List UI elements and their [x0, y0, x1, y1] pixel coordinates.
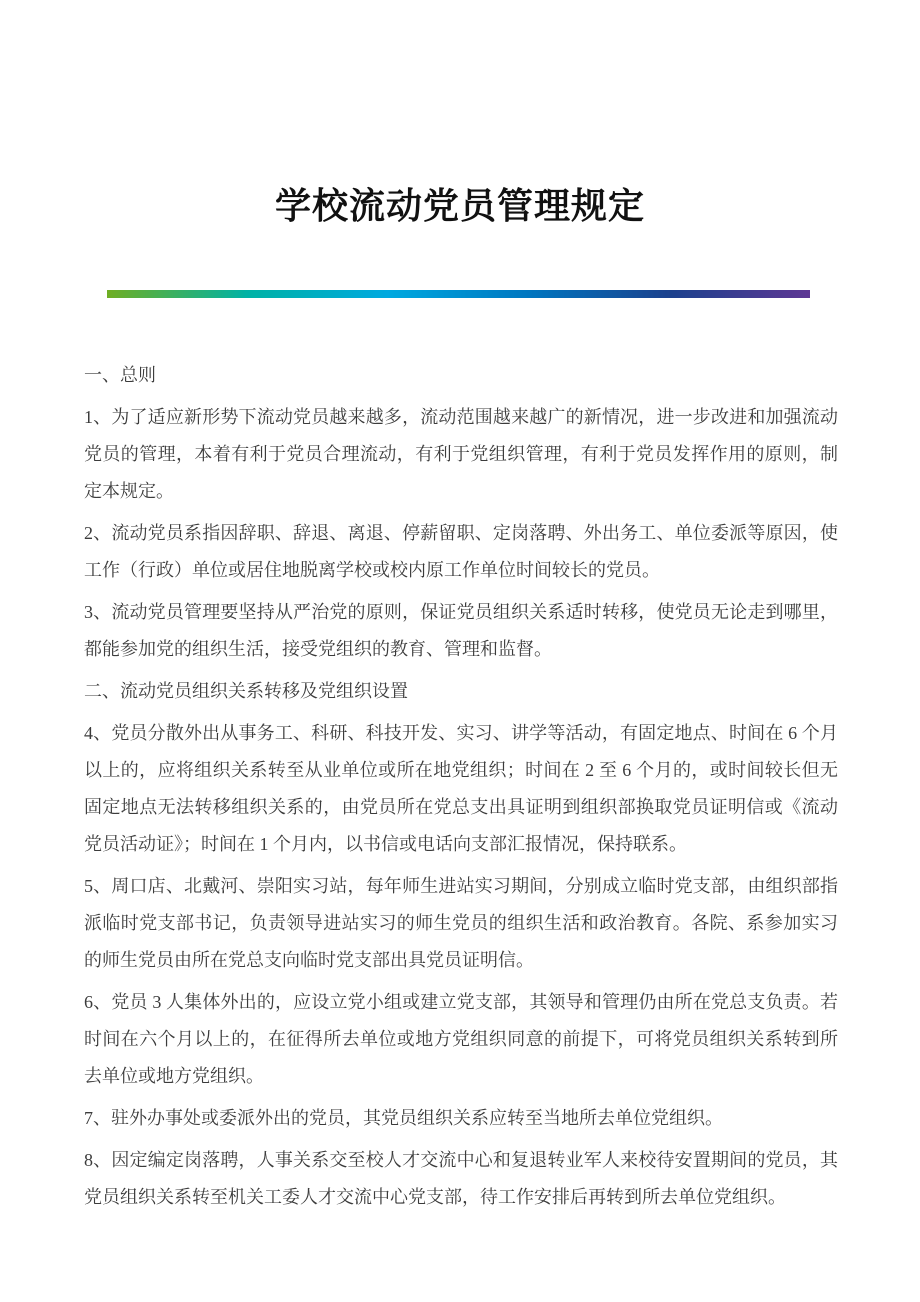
section-heading-transfer: 二、流动党员组织关系转移及党组织设置: [84, 681, 408, 702]
paragraph-7: 7、驻外办事处或委派外出的党员，其党员组织关系应转至当地所去单位党组织。: [84, 1108, 723, 1129]
document-title: 学校流动党员管理规定: [274, 186, 645, 226]
gradient-divider: [107, 290, 810, 298]
paragraph-4: 4、党员分散外出从事务工、科研、科技开发、实习、讲学等活动，有固定地点、时间在 6 个月以上的，应将组织关系转至从业单位或所在地党组织；时间在 2 至 6 个月的，或时间较长但无固定地点无法转移组织关系的，由党员所在党总支出具证明到组织部换取党员证明信或《流动党员活动证》；时间在 1 个月内，以书信或电话向支部汇报情况，保持联系。: [84, 723, 838, 855]
paragraph-6: 6、党员 3 人集体外出的，应设立党小组或建立党支部，其领导和管理仍由所在党总支负责。若时间在六个月以上的，在征得所去单位或地方党组织同意的前提下，可将党员组织关系转到所去单位或地方党组织。: [84, 992, 838, 1087]
paragraph-3: 3、流动党员管理要坚持从严治党的原则，保证党员组织关系适时转移，使党员无论走到哪里，都能参加党的组织生活，接受党组织的教育、管理和监督。: [84, 602, 838, 660]
document-body: [0, 298, 920, 1216]
paragraph-1: 1、为了适应新形势下流动党员越来越多，流动范围越来越广的新情况，进一步改进和加强流动党员的管理，本着有利于党员合理流动，有利于党组织管理，有利于党员发挥作用的原则，制定本规定。: [84, 407, 838, 502]
paragraph-8: 8、因定编定岗落聘，人事关系交至校人才交流中心和复退转业军人来校待安置期间的党员，其党员组织关系转至机关工委人才交流中心党支部，待工作安排后再转到所去单位党组织。: [84, 1150, 838, 1208]
paragraph-5: 5、周口店、北戴河、崇阳实习站，每年师生进站实习期间，分别成立临时党支部，由组织部指派临时党支部书记，负责领导进站实习的师生党员的组织生活和政治教育。各院、系参加实习的师生党员由所在党总支向临时党支部出具党员证明信。: [84, 876, 838, 971]
paragraph-2: 2、流动党员系指因辞职、辞退、离退、停薪留职、定岗落聘、外出务工、单位委派等原因，使工作（行政）单位或居住地脱离学校或校内原工作单位时间较长的党员。: [84, 523, 838, 581]
section-heading-general: 一、总则: [84, 365, 156, 386]
